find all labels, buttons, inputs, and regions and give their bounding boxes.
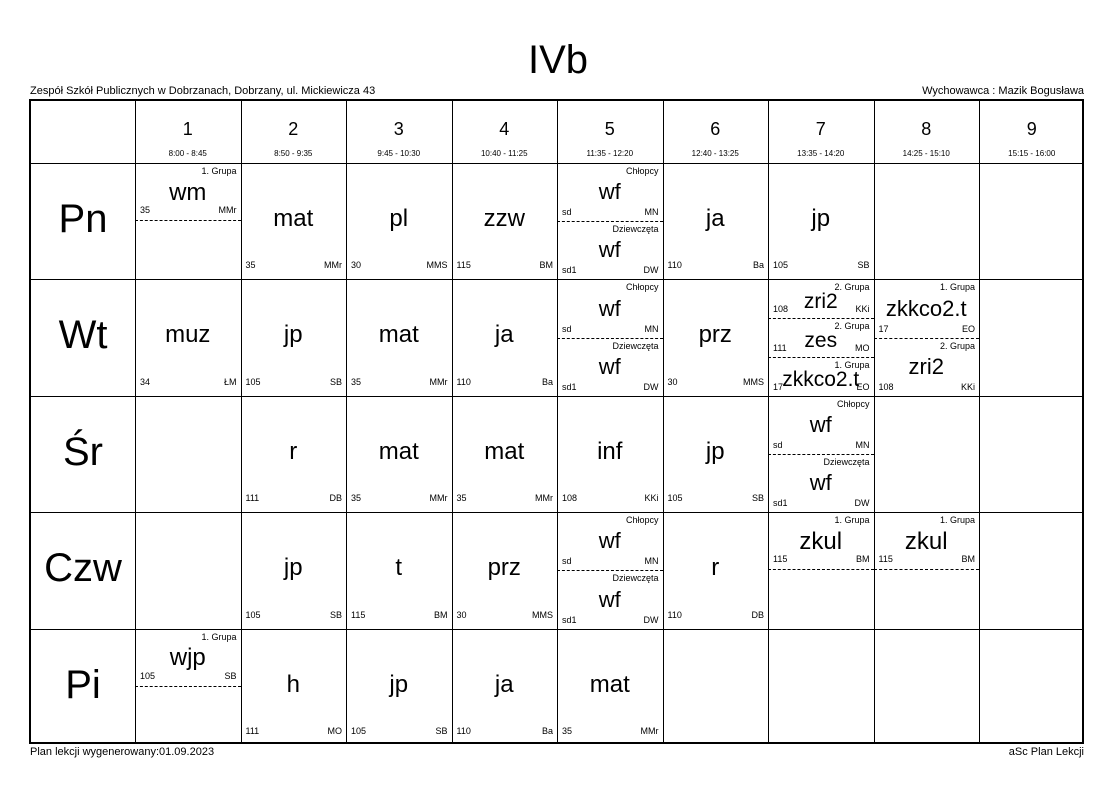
teacher-code: KKi <box>960 381 975 392</box>
lesson-cell[interactable] <box>241 512 347 628</box>
teacher-code: MMr <box>218 205 237 215</box>
subject: zzw <box>483 205 525 232</box>
group-divider <box>874 569 980 570</box>
lesson-cell[interactable] <box>452 396 558 512</box>
teacher-code: BM <box>961 554 975 565</box>
group-label: 1. Grupa <box>939 282 975 293</box>
period-header <box>241 101 347 163</box>
subject: inf <box>597 437 623 465</box>
lesson-cell[interactable] <box>241 163 347 279</box>
teacher-code: SB <box>435 725 448 736</box>
subject: wf <box>809 470 832 496</box>
day-label: Pi <box>65 662 101 707</box>
group-divider <box>557 338 663 339</box>
room-number: sd <box>562 323 572 334</box>
group-label: Dziewczęta <box>612 224 659 235</box>
teacher-code: SB <box>329 376 342 387</box>
period-time: 12:40 - 13:25 <box>691 149 739 158</box>
teacher-code: MMS <box>743 376 764 387</box>
lesson-cell[interactable] <box>557 512 663 628</box>
room-number: 105 <box>667 493 683 504</box>
period-number: 5 <box>604 119 615 139</box>
teacher-code: MMr <box>429 493 448 504</box>
room-number: 17 <box>878 323 889 334</box>
lesson-cell[interactable] <box>663 396 769 512</box>
group-label: 2. Grupa <box>834 321 870 332</box>
lesson-cell[interactable] <box>135 629 241 745</box>
subject: mat <box>378 321 419 349</box>
period-time: 8:50 - 9:35 <box>274 149 313 158</box>
subject: zes <box>804 329 838 353</box>
subject: mat <box>484 437 525 465</box>
teacher-code: DB <box>329 493 342 504</box>
lesson-cell[interactable] <box>346 629 452 745</box>
subject: pl <box>389 205 409 232</box>
room-number: 111 <box>773 342 787 353</box>
teacher-code: MMr <box>535 493 553 504</box>
subject: jp <box>705 437 725 465</box>
period-header <box>346 101 452 163</box>
room-number: 35 <box>245 260 256 271</box>
lesson-cell[interactable] <box>768 279 874 395</box>
group-divider <box>135 686 241 687</box>
teacher-code: KKi <box>855 304 870 315</box>
group-divider <box>768 357 874 358</box>
lesson-cell[interactable] <box>452 279 558 395</box>
period-time: 10:40 - 11:25 <box>480 149 528 158</box>
period-number: 7 <box>815 119 826 139</box>
room-number: 35 <box>140 205 151 215</box>
room-number: 35 <box>456 493 467 504</box>
day-label: Wt <box>58 313 108 358</box>
lesson-cell[interactable] <box>452 512 558 628</box>
timetable-grid <box>29 99 1084 744</box>
teacher-code: ŁM <box>223 376 237 387</box>
homeroom-teacher: Wychowawca : Mazik Bogusława <box>922 85 1084 97</box>
group-divider <box>768 454 874 455</box>
lesson-cell[interactable] <box>452 629 558 745</box>
subject: wf <box>598 586 621 612</box>
subject: ja <box>494 321 514 349</box>
subject: zkul <box>799 527 843 555</box>
group-divider <box>768 318 874 319</box>
subject: wf <box>598 179 621 205</box>
room-number: 115 <box>456 260 471 271</box>
subject: mat <box>273 205 314 232</box>
period-header <box>768 101 874 163</box>
subject: h <box>286 670 300 698</box>
room-number: 108 <box>773 304 789 315</box>
room-number: 111 <box>245 493 260 504</box>
day-label: Śr <box>63 429 103 474</box>
subject: wf <box>809 412 832 438</box>
room-number: 110 <box>667 260 682 271</box>
day-label: Czw <box>44 546 122 591</box>
teacher-code: BM <box>539 260 553 271</box>
period-header <box>663 101 769 163</box>
group-label: 1. Grupa <box>201 631 237 642</box>
room-number: 108 <box>562 493 578 504</box>
group-label: 1. Grupa <box>834 515 870 526</box>
teacher-code: SB <box>751 493 764 504</box>
subject: muz <box>165 321 211 349</box>
group-label: 1. Grupa <box>939 515 975 526</box>
subject: jp <box>811 205 831 232</box>
lesson-cell[interactable] <box>663 512 769 628</box>
teacher-code: MMr <box>429 376 448 387</box>
period-time: 11:35 - 12:20 <box>586 149 634 158</box>
teacher-code: MMS <box>426 260 448 271</box>
group-label: 1. Grupa <box>201 166 237 176</box>
room-number: 115 <box>878 554 893 565</box>
day-label: Pn <box>58 197 108 241</box>
teacher-code: Ba <box>541 725 553 736</box>
lesson-cell[interactable] <box>241 396 347 512</box>
period-number: 9 <box>1026 119 1037 139</box>
group-label: Dziewczęta <box>823 456 870 467</box>
group-divider <box>557 221 663 222</box>
lesson-cell[interactable] <box>557 279 663 395</box>
lesson-cell[interactable] <box>557 629 663 745</box>
teacher-code: MO <box>327 725 342 736</box>
lesson-cell[interactable] <box>663 163 769 279</box>
subject: zri2 <box>803 290 838 314</box>
room-number: sd <box>562 556 572 567</box>
lesson-cell[interactable] <box>557 396 663 512</box>
lesson-cell[interactable] <box>135 279 241 395</box>
period-time: 9:45 - 10:30 <box>377 149 421 158</box>
room-number: 105 <box>773 260 789 271</box>
teacher-code: MN <box>644 556 659 567</box>
app-name: aSc Plan Lekcji <box>1008 746 1084 758</box>
subject: zri2 <box>908 353 944 379</box>
group-label: 2. Grupa <box>939 340 975 351</box>
teacher-code: DW <box>643 381 659 392</box>
subject: ja <box>705 205 725 232</box>
lesson-cell[interactable] <box>452 163 558 279</box>
teacher-code: DB <box>751 609 764 620</box>
teacher-code: SB <box>329 609 342 620</box>
lesson-cell[interactable] <box>768 512 874 628</box>
room-number: 108 <box>878 381 894 392</box>
period-number: 8 <box>921 119 932 139</box>
teacher-code: SB <box>857 260 870 271</box>
room-number: 35 <box>562 725 573 736</box>
subject: mat <box>589 670 630 698</box>
subject: wf <box>598 237 621 263</box>
subject: wf <box>598 353 621 379</box>
lesson-cell[interactable] <box>241 279 347 395</box>
period-header <box>135 101 241 163</box>
grid-column-line <box>979 101 980 742</box>
teacher-code: MMS <box>532 609 553 620</box>
period-header <box>557 101 663 163</box>
group-label: 2. Grupa <box>834 282 870 293</box>
room-number: sd1 <box>562 614 577 625</box>
teacher-code: KKi <box>644 493 659 504</box>
grid-column-line <box>874 101 875 742</box>
subject: prz <box>698 321 732 349</box>
period-time: 15:15 - 16:00 <box>1008 149 1056 158</box>
period-time: 8:00 - 8:45 <box>168 149 207 158</box>
group-divider <box>768 569 874 570</box>
group-label: Chłopcy <box>625 282 659 293</box>
period-header <box>452 101 558 163</box>
lesson-cell[interactable] <box>346 279 452 395</box>
lesson-cell[interactable] <box>768 163 874 279</box>
group-label: Chłopcy <box>836 398 870 409</box>
subject: t <box>395 554 403 582</box>
subject: wf <box>598 528 621 554</box>
room-number: 35 <box>351 376 362 387</box>
subject: jp <box>389 670 409 698</box>
lesson-cell[interactable] <box>135 163 241 279</box>
room-number: sd <box>773 439 783 450</box>
teacher-code: BM <box>856 554 870 565</box>
group-label: Chłopcy <box>625 166 659 176</box>
room-number: 105 <box>245 376 261 387</box>
teacher-code: SB <box>224 670 237 681</box>
teacher-code: MMr <box>640 725 659 736</box>
teacher-code: BM <box>434 609 448 620</box>
group-label: 1. Grupa <box>834 359 870 370</box>
teacher-code: MN <box>644 207 659 218</box>
group-label: Dziewczęta <box>612 573 659 584</box>
group-label: Dziewczęta <box>612 340 659 351</box>
class-title: IVb <box>527 38 589 82</box>
subject: zkkco2.t <box>782 367 860 391</box>
room-number: sd1 <box>773 498 788 509</box>
lesson-cell[interactable] <box>346 512 452 628</box>
period-time: 13:35 - 14:20 <box>797 149 845 158</box>
lesson-cell[interactable] <box>874 512 980 628</box>
teacher-code: DW <box>643 614 659 625</box>
period-number: 1 <box>182 119 193 139</box>
room-number: 35 <box>351 493 362 504</box>
teacher-code: EO <box>961 323 975 334</box>
generated-date: Plan lekcji wygenerowany:01.09.2023 <box>30 746 215 758</box>
period-number: 4 <box>499 119 510 139</box>
lesson-cell[interactable] <box>874 279 980 395</box>
lesson-cell[interactable] <box>663 279 769 395</box>
period-time: 14:25 - 15:10 <box>902 149 950 158</box>
subject: jp <box>283 554 303 582</box>
teacher-code: MMr <box>324 260 342 271</box>
subject: zkkco2.t <box>885 295 967 321</box>
room-number: 111 <box>245 725 260 736</box>
teacher-code: EO <box>856 381 870 392</box>
teacher-code: DW <box>643 265 659 276</box>
group-label: Chłopcy <box>625 515 659 526</box>
group-divider <box>557 570 663 571</box>
lesson-cell[interactable] <box>241 629 347 745</box>
room-number: 115 <box>351 609 366 620</box>
teacher-code: MN <box>855 439 870 450</box>
subject: wjp <box>169 644 206 672</box>
period-header <box>874 101 980 163</box>
room-number: 110 <box>667 609 682 620</box>
room-number: 30 <box>351 260 362 271</box>
subject: wm <box>169 178 207 206</box>
period-header <box>979 101 1085 163</box>
teacher-code: Ba <box>541 376 553 387</box>
period-number: 2 <box>288 119 299 139</box>
room-number: sd1 <box>562 381 577 392</box>
room-number: 17 <box>773 381 784 392</box>
subject: r <box>289 437 298 465</box>
school-name: Zespół Szkół Publicznych w Dobrzanach, Dobrzany, ul. Mickiewicza 43 <box>30 85 376 97</box>
subject: r <box>711 554 720 582</box>
room-number: 105 <box>245 609 261 620</box>
lesson-cell[interactable] <box>346 396 452 512</box>
room-number: sd1 <box>562 265 577 276</box>
room-number: 30 <box>456 609 467 620</box>
subject: mat <box>378 437 419 465</box>
room-number: 34 <box>140 376 151 387</box>
teacher-code: Ba <box>752 260 764 271</box>
teacher-code: MO <box>855 342 870 353</box>
room-number: 110 <box>456 376 471 387</box>
room-number: sd <box>562 207 572 218</box>
lesson-cell[interactable] <box>346 163 452 279</box>
room-number: 115 <box>773 554 788 565</box>
group-divider <box>135 220 241 221</box>
teacher-code: DW <box>854 498 870 509</box>
subject: zkul <box>904 527 948 555</box>
lesson-cell[interactable] <box>557 163 663 279</box>
room-number: 30 <box>667 376 678 387</box>
period-number: 3 <box>393 119 404 139</box>
subject: jp <box>283 321 303 349</box>
subject: ja <box>494 670 514 698</box>
lesson-cell[interactable] <box>768 396 874 512</box>
room-number: 105 <box>140 670 156 681</box>
subject: wf <box>598 295 621 321</box>
subject: prz <box>487 554 521 582</box>
period-number: 6 <box>710 119 721 139</box>
group-divider <box>874 338 980 339</box>
teacher-code: MN <box>644 323 659 334</box>
room-number: 110 <box>456 725 471 736</box>
room-number: 105 <box>351 725 367 736</box>
